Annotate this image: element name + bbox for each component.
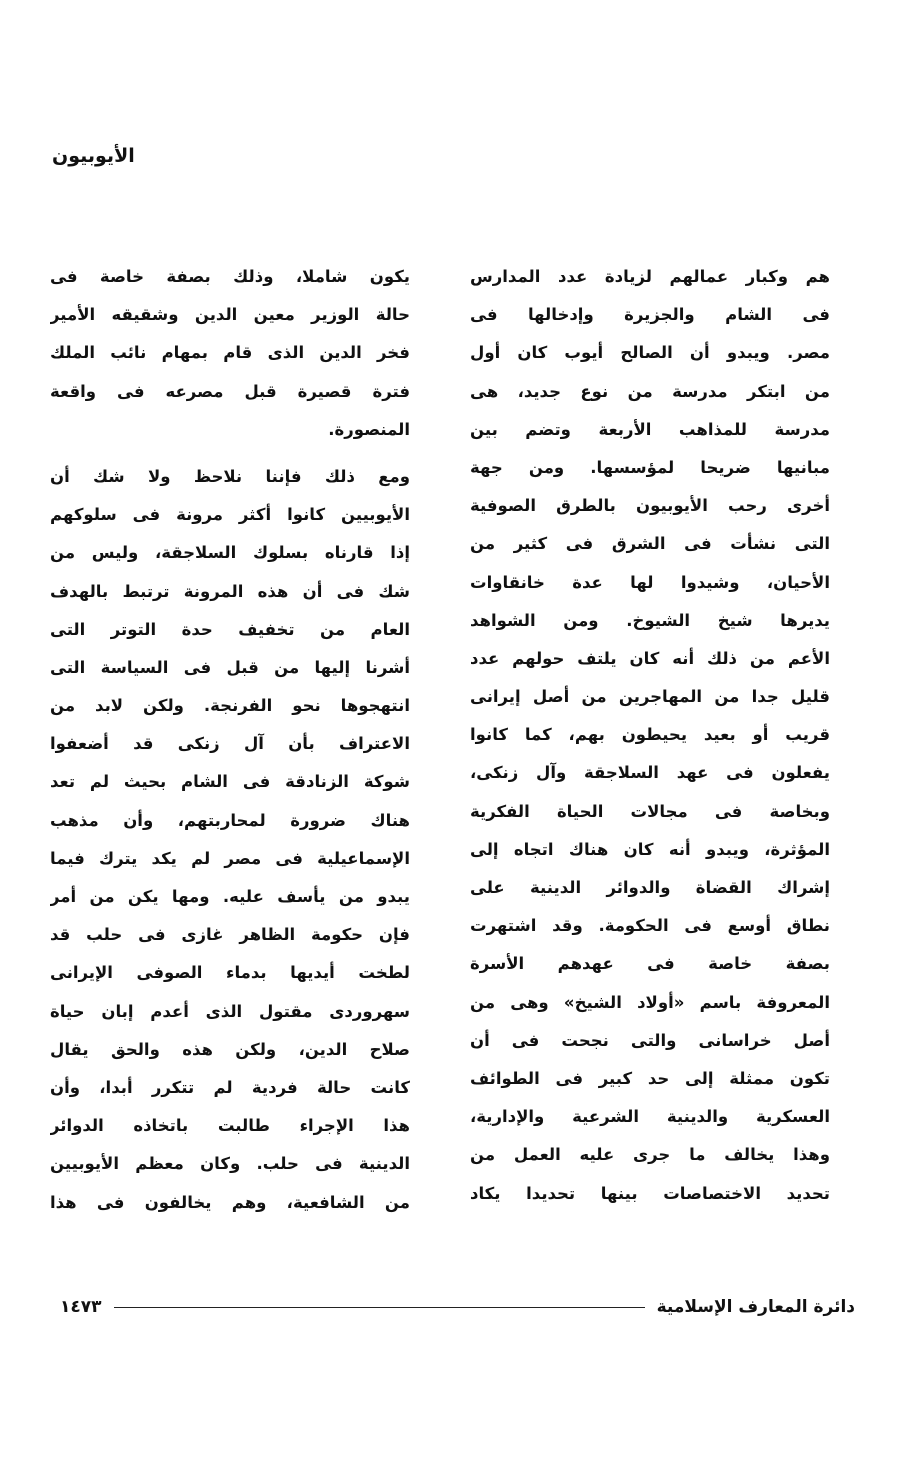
text-line: إذا قارناه بسلوك السلاجقة، وليس من — [50, 543, 410, 563]
text-line: الأحيان، وشيدوا لها عدة خانقاوات — [470, 572, 830, 592]
text-column-right — [470, 258, 830, 1213]
text-line: صلاح الدين، ولكن هذه والحق يقال — [50, 1039, 410, 1059]
text-line: شوكة الزنادقة فى الشام بحيث لم تعد — [50, 772, 410, 792]
text-line: فترة قصيرة قبل مصرعه فى واقعة — [50, 381, 410, 401]
text-line: المؤثرة، ويبدو أنه كان هناك اتجاه إلى — [470, 839, 830, 859]
text-line: لطخت أيديها بدماء الصوفى الإيرانى — [50, 963, 410, 983]
paragraph — [50, 258, 410, 449]
text-line: الدينية فى حلب. وكان معظم الأيوبيين — [50, 1154, 410, 1174]
page-footer — [60, 1292, 855, 1322]
text-line: تكون ممثلة إلى حد كبير فى الطوائف — [470, 1068, 830, 1088]
text-line: المنصورة. — [328, 419, 410, 439]
text-line: الإسماعيلية فى مصر لم يكد يترك فيما — [50, 848, 410, 868]
text-line: نطاق أوسع فى الحكومة. وقد اشتهرت — [470, 916, 830, 936]
text-line: ومع ذلك فإننا نلاحظ ولا شك أن — [50, 466, 410, 486]
text-line: سهروردى مقتول الذى أعدم إبان حياة — [50, 1001, 410, 1021]
text-line: من الشافعية، وهم يخالفون فى هذا — [50, 1192, 410, 1212]
text-line: التى نشأت فى الشرق فى كثير من — [470, 534, 830, 554]
text-line: الأعم من ذلك أنه كان يلتف حولهم عدد — [470, 648, 830, 668]
text-line: وبخاصة فى مجالات الحياة الفكرية — [470, 801, 830, 821]
paragraph — [470, 258, 830, 1213]
text-line: أشرنا إليها من قبل فى السياسة التى — [50, 657, 410, 677]
text-line: العسكرية والدينية الشرعية والإدارية، — [470, 1107, 830, 1127]
text-line: هم وكبار عمالهم لزيادة عدد المدارس — [470, 267, 830, 286]
text-line: فإن حكومة الظاهر غازى فى حلب قد — [50, 925, 410, 945]
text-line: الاعتراف بأن آل زنكى قد أضعفوا — [50, 734, 410, 754]
text-line: مصر. ويبدو أن الصالح أيوب كان أول — [470, 343, 830, 363]
text-line: إشراك القضاة والدوائر الدينية على — [470, 878, 830, 897]
text-line: مبانيها ضريحا لمؤسسها. ومن جهة — [470, 457, 830, 477]
text-line: حالة الوزير معين الدين وشقيقه الأمير — [50, 305, 410, 325]
footer-rule — [114, 1307, 645, 1308]
text-line: قريب أو بعيد يحيطون بهم، كما كانوا — [470, 725, 830, 745]
text-line: الأيوبيين كانوا أكثر مرونة فى سلوكهم — [50, 505, 410, 525]
text-line: هناك ضرورة لمحاربتهم، وأن مذهب — [50, 810, 410, 830]
text-line: يديرها شيخ الشيوخ. ومن الشواهد — [470, 610, 830, 630]
text-line: أخرى رحب الأيوبيون بالطرق الصوفية — [470, 496, 830, 516]
footer-publication-title: دائرة المعارف الإسلامية — [656, 1297, 855, 1317]
text-line: المعروفة باسم «أولاد الشيخ» وهى من — [470, 992, 830, 1012]
text-line: يفعلون فى عهد السلاجقة وآل زنكى، — [470, 763, 830, 783]
text-line: وهذا يخالف ما جرى عليه العمل من — [470, 1145, 830, 1165]
text-line: انتهجوها نحو الفرنجة. ولكن لابد من — [50, 696, 410, 716]
text-column-left — [50, 258, 410, 1222]
text-line: من ابتكر مدرسة من نوع جديد، هى — [470, 381, 830, 401]
page-number: ١٤٧٣ — [60, 1297, 102, 1317]
text-line: العام من تخفيف حدة التوتر التى — [50, 619, 410, 639]
text-line: هذا الإجراء طالبت باتخاذه الدوائر — [50, 1116, 410, 1136]
text-line: مدرسة للمذاهب الأربعة وتضم بين — [470, 419, 830, 439]
text-line: قليل جدا من المهاجرين من أصل إيرانى — [470, 687, 830, 707]
text-line: يبدو من يأسف عليه. ومها يكن من أمر — [50, 887, 410, 906]
running-header-title: الأيوبيون — [52, 145, 135, 167]
text-line: أصل خراسانى والتى نجحت فى أن — [470, 1030, 830, 1050]
text-line: فى الشام والجزيرة وإدخالها فى — [470, 305, 830, 325]
text-line: شك فى أن هذه المرونة ترتبط بالهدف — [50, 581, 410, 601]
text-line: فخر الدين الذى قام بمهام نائب الملك — [50, 343, 410, 363]
paragraph — [50, 458, 410, 1222]
text-line: بصفة خاصة فى عهدهم الأسرة — [470, 954, 830, 974]
text-line: يكون شاملا، وذلك بصفة خاصة فى — [50, 267, 410, 286]
text-line: تحديد الاختصاصات بينها تحديدا يكاد — [470, 1183, 830, 1203]
paragraph-gap — [50, 449, 410, 458]
text-line: كانت حالة فردية لم تتكرر أبدا، وأن — [50, 1077, 410, 1097]
